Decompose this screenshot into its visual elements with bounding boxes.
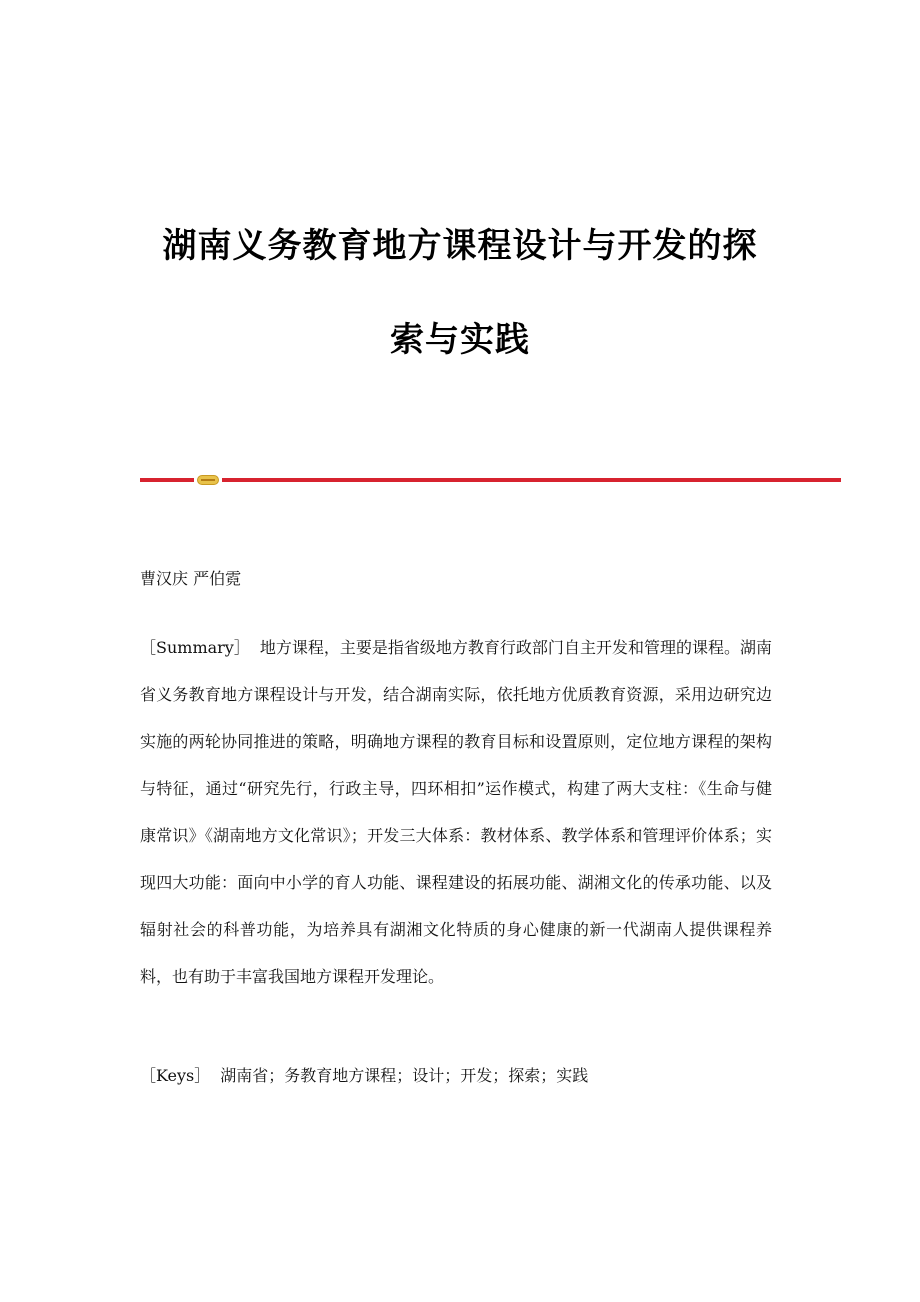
summary-text: 地方课程，主要是指省级地方教育行政部门自主开发和管理的课程。湖南省义务教育地方课程设计与开发，结合湖南实际，依托地方优质教育资源，采用边研究边实施的两轮协同推进的策略，明确地方课程的教育目标和设置原则，定位地方课程的架构与特征，通过“研究先行，行政主导，四环相扣”运作模式，构建了两大支柱：《生命与健康常识》《湖南地方文化常识》；开发三大体系：教材体系、教学体系和管理评价体系；实现四大功能：面向中小学的育人功能、课程建设的拓展功能、湖湘文化的传承功能、以及辐射社会的科普功能，为培养具有湖湘文化特质的身心健康的新一代湖南人提供课程养料，也有助于丰富我国地方课程开发理论。 (140, 638, 772, 986)
title-divider-right (222, 478, 841, 482)
title-divider-left (140, 478, 194, 482)
author-names: 曹汉庆 严伯霓 (140, 569, 242, 588)
keywords-paragraph (140, 1061, 588, 1091)
keys-tag: ［Keys］ (140, 1066, 211, 1085)
keys-text: 湖南省；务教育地方课程；设计；开发；探索；实践 (220, 1066, 589, 1085)
document-title-line-1: 湖南义务教育地方课程设计与开发的探 (162, 226, 758, 266)
document-title-line-2: 索与实践 (390, 320, 530, 360)
summary-tag: ［Summary］ (140, 638, 250, 657)
divider-ornament-icon (197, 475, 219, 485)
abstract-paragraph (140, 624, 772, 1000)
